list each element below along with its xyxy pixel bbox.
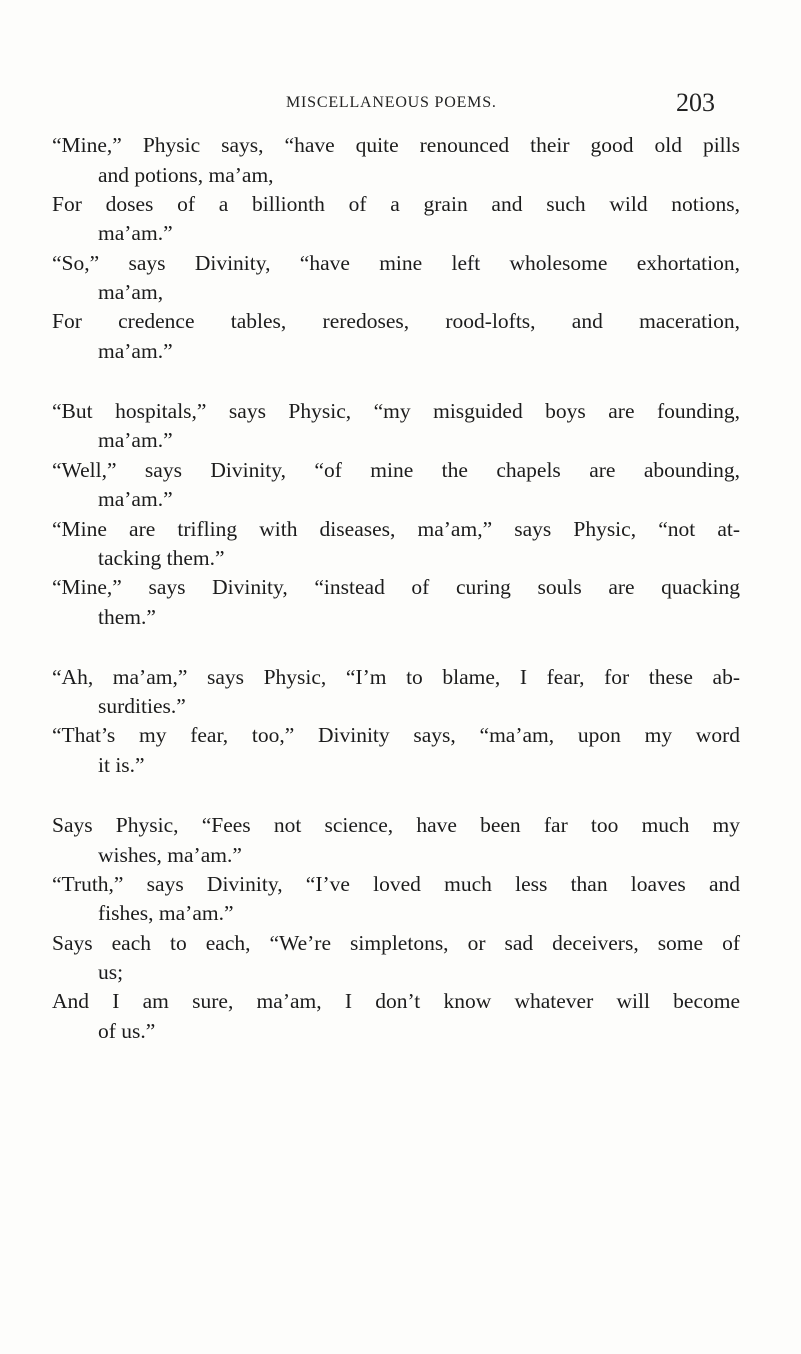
verse-line: “Well,” says Divinity, “of mine the chapels are abounding,	[52, 458, 740, 482]
verse-line: them.”	[98, 605, 156, 629]
verse-line: fishes, ma’am.”	[98, 901, 234, 925]
verse-line: surdities.”	[98, 694, 186, 718]
verse-line: “But hospitals,” says Physic, “my misguided boys are founding,	[52, 399, 740, 423]
verse-line: “So,” says Divinity, “have mine left wholesome exhortation,	[52, 251, 740, 275]
verse-line: it is.”	[98, 753, 145, 777]
verse-line: For doses of a billionth of a grain and such wild notions,	[52, 192, 740, 216]
verse-line: ma’am.”	[98, 221, 173, 245]
verse-line: us;	[98, 960, 124, 984]
verse-line: “Truth,” says Divinity, “I’ve loved much less than loaves and	[52, 872, 740, 896]
verse-line: And I am sure, ma’am, I don’t know whatever will become	[52, 989, 740, 1013]
verse-line: tacking them.”	[98, 546, 225, 570]
page-number: 203	[676, 88, 715, 117]
verse-line: and potions, ma’am,	[98, 163, 274, 187]
verse-line: “Mine are trifling with diseases, ma’am,” says Physic, “not at-	[52, 517, 740, 541]
verse-line: ma’am,	[98, 280, 164, 304]
verse-line: ma’am.”	[98, 428, 173, 452]
verse-line: ma’am.”	[98, 487, 173, 511]
verse-line: Says Physic, “Fees not science, have been far too much my	[52, 813, 740, 837]
verse-line: wishes, ma’am.”	[98, 843, 242, 867]
verse-line: of us.”	[98, 1019, 156, 1043]
page-header	[0, 88, 801, 124]
verse-line: Says each to each, “We’re simpletons, or sad deceivers, some of	[52, 931, 740, 955]
verse-line: ma’am.”	[98, 339, 173, 363]
verse-line: “That’s my fear, too,” Divinity says, “ma’am, upon my word	[52, 723, 740, 747]
verse-line: “Ah, ma’am,” says Physic, “I’m to blame, I fear, for these ab-	[52, 665, 740, 689]
verse-line: “Mine,” says Divinity, “instead of curing souls are quacking	[52, 575, 740, 599]
verse-line: “Mine,” Physic says, “have quite renounced their good old pills	[52, 133, 740, 157]
verse-line: For credence tables, reredoses, rood-lofts, and maceration,	[52, 309, 740, 333]
running-head: MISCELLANEOUS POEMS.	[286, 94, 497, 111]
